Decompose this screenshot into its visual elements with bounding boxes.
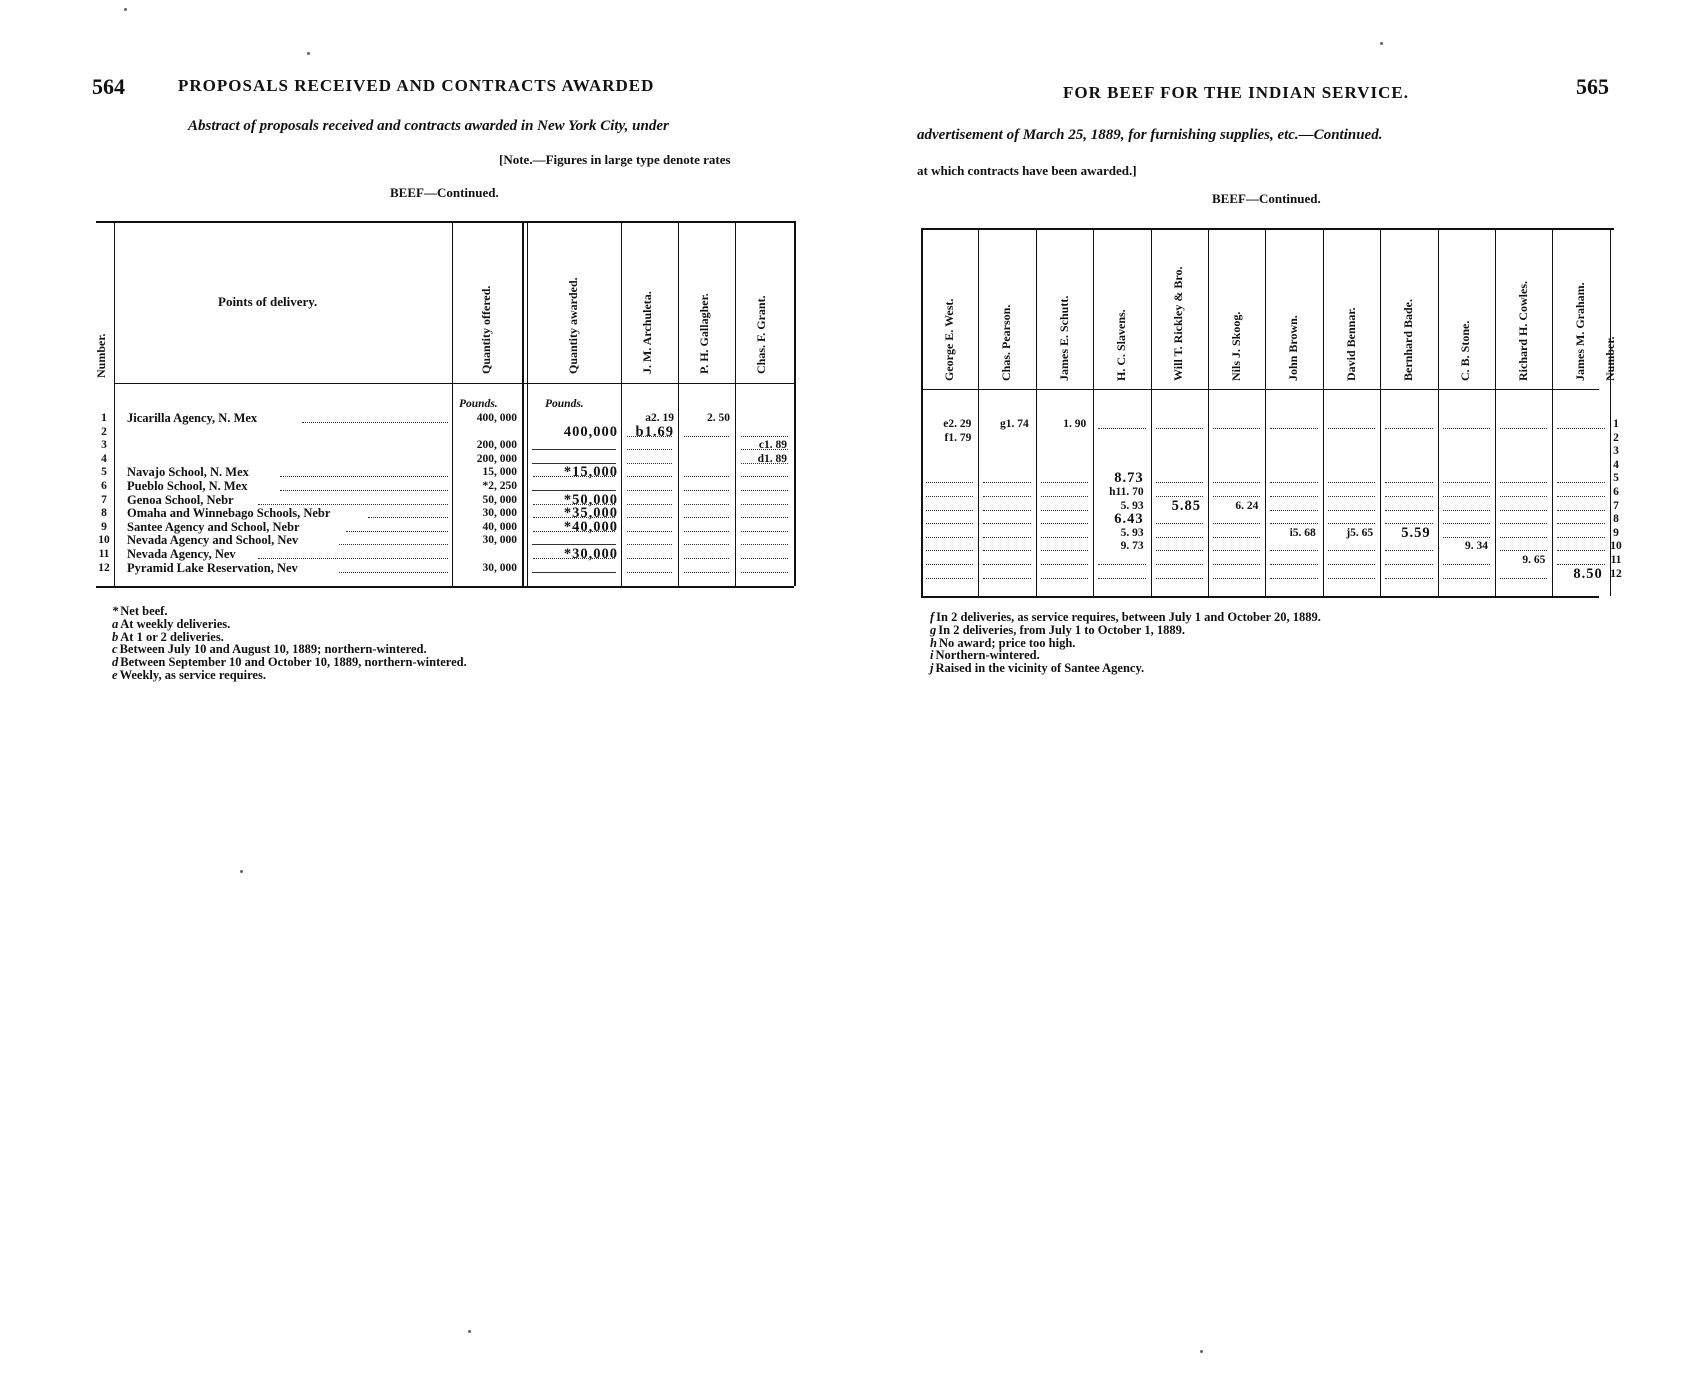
header-bidder-archuleta: J. M. Archuleta. (640, 291, 654, 374)
header-quantity-awarded: Quantity awarded. (566, 277, 580, 374)
leader-dots (1213, 564, 1260, 565)
bid-archuleta-cell: a2. 19 (645, 412, 674, 424)
leader-dots (1328, 564, 1375, 565)
delivery-point: Navajo School, N. Mex (127, 465, 249, 480)
leader-dots (627, 436, 672, 437)
row-number: 6 (1613, 486, 1619, 498)
bidder-header: Nils J. Skoog. (1228, 311, 1243, 381)
leader-dots (302, 422, 448, 423)
leader-dots (1270, 523, 1317, 524)
row-number: 4 (101, 452, 107, 465)
column-rule (1151, 228, 1152, 596)
bid-price-cell: 5. 93 (1120, 526, 1144, 539)
leader-dots (741, 531, 788, 532)
leader-dots (684, 504, 729, 505)
leader-dots (1443, 578, 1490, 579)
bidder-header: C. B. Stone. (1458, 320, 1473, 381)
bidder-header: David Bennar. (1343, 307, 1358, 381)
delivery-point: Jicarilla Agency, N. Mex (127, 411, 258, 425)
footnote-mark: j (930, 661, 934, 676)
header-number-right: Number. (1603, 336, 1617, 381)
leader-dots (1270, 510, 1317, 511)
leader-dots (627, 558, 672, 559)
leader-dots (1156, 578, 1203, 579)
leader-dots (1385, 428, 1432, 429)
footnote-mark: d (112, 655, 119, 670)
page-number-right: 565 (1576, 74, 1609, 99)
leader-dots (684, 517, 729, 518)
column-rule (1323, 228, 1324, 596)
footnote-text: Raised in the vicinity of Santee Agency. (935, 661, 1145, 676)
footnote-text: Weekly, as service requires. (119, 668, 266, 682)
leader-dots (983, 550, 1030, 551)
bid-price-cell: h11. 70 (1109, 486, 1144, 498)
bidder-header: Bernhard Bade. (1400, 298, 1415, 381)
leader-dots (1213, 537, 1260, 538)
leader-dots (1156, 537, 1203, 538)
leader-dots (741, 436, 788, 437)
bidder-header: John Brown. (1286, 315, 1301, 381)
bid-price-cell: 5.85 (1171, 497, 1201, 514)
leader-dots (741, 517, 788, 518)
leader-dots (1041, 578, 1088, 579)
leader-dots (926, 496, 973, 497)
leader-dots (339, 544, 448, 545)
leader-dots (741, 558, 788, 559)
table-caption-right: advertisement of March 25, 1889, for furnishing supplies, etc.—Continued. (917, 127, 1383, 143)
row-number: 11 (1610, 554, 1622, 566)
bidder-header: Richard H. Cowles. (1515, 281, 1530, 381)
column-rule (1380, 228, 1381, 596)
quantity-awarded-cell: *15,000 (563, 464, 618, 481)
leader-dots (533, 476, 615, 477)
leader-dots (983, 496, 1030, 497)
leader-dots (533, 531, 615, 532)
leader-dots (1385, 482, 1432, 483)
column-rule (1265, 228, 1266, 596)
quantity-awarded-cell: *35,000 (563, 505, 618, 522)
bid-price-cell: g1. 74 (1000, 418, 1029, 430)
footnote-text: At weekly deliveries. (120, 616, 231, 631)
row-number: 5 (1613, 472, 1619, 485)
leader-dots (1500, 510, 1547, 511)
leader-dots (627, 490, 672, 491)
bid-price-cell: 9. 73 (1120, 540, 1144, 553)
leader-dots (1557, 428, 1604, 429)
leader-dots (1328, 482, 1375, 483)
column-rule (1208, 228, 1209, 596)
column-rule (921, 228, 923, 596)
bid-price-cell: 6. 24 (1235, 499, 1259, 512)
leader-dots (1500, 496, 1547, 497)
leader-dots (1443, 428, 1490, 429)
bid-price-cell: 5. 93 (1120, 499, 1144, 512)
leader-dots (1443, 496, 1490, 497)
leader-dots (1557, 550, 1604, 551)
bidder-header: James M. Graham. (1573, 282, 1588, 381)
leader-dots (1557, 510, 1604, 511)
table-note-right: at which contracts have been awarded.] (917, 163, 1137, 178)
leader-dots (926, 550, 973, 551)
leader-dots (1156, 428, 1203, 429)
leader-dots (258, 558, 448, 559)
quantity-awarded-cell: *30,000 (563, 546, 618, 562)
leader-dots (1500, 578, 1547, 579)
footnote-mark: b (112, 629, 119, 644)
leader-dots (368, 517, 448, 518)
table-caption-left: Abstract of proposals received and contracts awarded in New York City, under (188, 118, 669, 134)
bid-price-cell: 8.50 (1573, 565, 1603, 582)
leader-dots (1098, 578, 1145, 579)
row-number: 7 (101, 493, 107, 506)
row-number: 10 (98, 534, 110, 547)
leader-dots (1557, 523, 1604, 524)
leader-dots (1328, 578, 1375, 579)
row-number: 12 (98, 561, 110, 574)
leader-dots (627, 531, 672, 532)
leader-dots (684, 544, 729, 545)
header-bidder-grant: Chas. F. Grant. (754, 295, 768, 374)
leader-dots (983, 482, 1030, 483)
page-number-left: 564 (92, 74, 125, 99)
leader-dots (1443, 537, 1490, 538)
running-head-left: PROPOSALS RECEIVED AND CONTRACTS AWARDED (178, 76, 655, 95)
leader-dots (627, 572, 672, 573)
row-number: 9 (101, 520, 107, 533)
leader-dots (1443, 482, 1490, 483)
leader-dots (684, 572, 729, 573)
leader-dots (627, 517, 672, 518)
footnote-mark: e (112, 668, 118, 682)
footnote-text: In 2 deliveries, from July 1 to October 1, 1889. (938, 622, 1185, 637)
footnote-mark: f (930, 610, 935, 624)
row-number: 10 (1610, 540, 1622, 553)
footnote-mark: g (930, 622, 937, 637)
quantity-offered-cell: *2, 250 (482, 480, 517, 492)
leader-dots (533, 558, 615, 559)
row-number: 7 (1613, 499, 1619, 512)
footnote-mark: a (112, 616, 119, 631)
delivery-point: Santee Agency and School, Nebr (127, 519, 300, 534)
leader-dots (926, 482, 973, 483)
leader-dots (280, 490, 448, 491)
bid-price-cell: e2. 29 (943, 418, 972, 430)
quantity-offered-cell: 30, 000 (482, 561, 517, 574)
footnote-text: Northern-wintered. (935, 648, 1040, 663)
leader-dots (1041, 564, 1088, 565)
leader-dots (684, 531, 729, 532)
leader-dots (1557, 496, 1604, 497)
leader-dots (627, 504, 672, 505)
leader-dots (1213, 428, 1260, 429)
leader-dots (627, 463, 672, 464)
leader-dots (1385, 496, 1432, 497)
leader-dots (1270, 564, 1317, 565)
leader-dots (1270, 482, 1317, 483)
leader-dots (532, 572, 616, 573)
leader-dots (1156, 523, 1203, 524)
footnote-text: No award; price too high. (938, 635, 1076, 650)
leader-dots (926, 578, 973, 579)
leader-dots (1500, 482, 1547, 483)
quantity-offered-cell: 15, 000 (482, 466, 517, 479)
bid-price-cell: i5. 68 (1289, 526, 1316, 539)
leader-dots (346, 531, 448, 532)
leader-dots (1213, 578, 1260, 579)
row-number: 6 (101, 480, 107, 492)
leader-dots (741, 504, 788, 505)
leader-dots (627, 449, 672, 450)
bid-price-cell: 9. 34 (1464, 540, 1488, 553)
bidder-header: H. C. Slavens. (1113, 309, 1128, 381)
header-bidder-gallagher: P. H. Gallagher. (697, 293, 711, 374)
row-number: 8 (1613, 513, 1619, 526)
bid-price-cell: 1. 90 (1063, 418, 1087, 430)
leader-dots (1213, 496, 1260, 497)
leader-dots (1500, 428, 1547, 429)
leader-dots (983, 510, 1030, 511)
footnote-text: Net beef. (120, 604, 168, 618)
leader-dots (926, 537, 973, 538)
bidder-header: George E. West. (941, 298, 956, 381)
bid-gallagher-cell: 2. 50 (707, 412, 730, 424)
leader-dots (983, 537, 1030, 538)
delivery-point: Omaha and Winnebago Schools, Nebr (127, 506, 331, 521)
row-number: 2 (1613, 431, 1619, 444)
table-note-left: [Note.—Figures in large type denote rates (499, 152, 731, 167)
bidder-header: Will T. Rickley & Bro. (1171, 266, 1186, 381)
bid-price-cell: 9. 65 (1522, 554, 1546, 566)
leader-dots (741, 449, 788, 450)
leader-dots (627, 476, 672, 477)
bid-price-cell: 8.73 (1114, 470, 1144, 487)
leader-dots (1328, 510, 1375, 511)
bid-grant-cell: c1. 89 (758, 439, 787, 452)
section-title-left: BEEF—Continued. (390, 185, 499, 200)
leader-dots (926, 564, 973, 565)
quantity-awarded-cell: *50,000 (563, 491, 618, 508)
leader-dots (684, 476, 729, 477)
leader-dots (741, 572, 788, 573)
quantity-awarded-cell: *40,000 (563, 518, 618, 535)
quantity-offered-cell: 50, 000 (482, 493, 517, 506)
quantity-offered-cell: 30, 000 (482, 534, 517, 547)
delivery-point: Pyramid Lake Reservation, Nev (127, 560, 298, 575)
leader-dots (983, 523, 1030, 524)
leader-dots (926, 510, 973, 511)
column-rule (978, 228, 979, 596)
leader-dots (1156, 482, 1203, 483)
header-points-of-delivery: Points of delivery. (218, 294, 318, 309)
leader-dots (280, 476, 448, 477)
footnote (930, 661, 1144, 676)
leader-dots (684, 490, 729, 491)
column-rule (1036, 228, 1037, 596)
leader-dots (684, 558, 729, 559)
unit-awarded: Pounds. (545, 398, 584, 410)
quantity-awarded-cell: 400,000 (563, 423, 618, 440)
bid-archuleta-cell: b1.69 (635, 423, 674, 440)
quantity-offered-cell: 30, 000 (482, 507, 517, 520)
row-number: 12 (1610, 567, 1622, 580)
unit-offered: Pounds. (459, 398, 498, 410)
leader-dots (1213, 550, 1260, 551)
bid-price-cell: j5. 65 (1346, 526, 1374, 539)
leader-dots (1385, 578, 1432, 579)
leader-dots (1385, 510, 1432, 511)
leader-dots (684, 436, 729, 437)
row-number: 2 (101, 425, 107, 438)
leader-dots (1500, 550, 1547, 551)
leader-dots (339, 572, 448, 573)
bid-price-cell: 6.43 (1114, 511, 1144, 528)
quantity-offered-cell: 40, 000 (482, 520, 517, 533)
leader-dots (1156, 564, 1203, 565)
row-number: 3 (1613, 445, 1619, 458)
leader-dots (1500, 523, 1547, 524)
row-number: 8 (101, 507, 107, 520)
leader-dots (1385, 564, 1432, 565)
footnote-text: Between September 10 and October 10, 1889, northern-wintered. (120, 655, 467, 670)
leader-dots (532, 449, 616, 450)
leader-dots (1270, 578, 1317, 579)
column-rule (1552, 228, 1553, 596)
leader-dots (1500, 537, 1547, 538)
leader-dots (741, 544, 788, 545)
delivery-point: Nevada Agency and School, Nev (127, 533, 299, 548)
leader-dots (1041, 496, 1088, 497)
row-number: 4 (1613, 458, 1619, 471)
leader-dots (1557, 537, 1604, 538)
leader-dots (1328, 550, 1375, 551)
leader-dots (1156, 550, 1203, 551)
leader-dots (983, 564, 1030, 565)
leader-dots (1328, 428, 1375, 429)
bid-price-cell: 5.59 (1401, 524, 1431, 541)
leader-dots (1270, 428, 1317, 429)
row-number: 3 (101, 439, 107, 452)
column-rule (1438, 228, 1439, 596)
leader-dots (741, 463, 788, 464)
leader-dots (1041, 510, 1088, 511)
leader-dots (741, 476, 788, 477)
column-rule (1093, 228, 1094, 596)
leader-dots (741, 490, 788, 491)
bidder-header: Chas. Pearson. (999, 304, 1014, 381)
leader-dots (1213, 482, 1260, 483)
leader-dots (1385, 550, 1432, 551)
leader-dots (1443, 523, 1490, 524)
quantity-offered-cell: 400, 000 (476, 412, 517, 424)
section-title-right: BEEF—Continued. (1212, 191, 1321, 206)
leader-dots (983, 578, 1030, 579)
header-number: Number. (94, 333, 108, 378)
footnote-mark: * (112, 604, 119, 618)
delivery-point: Nevada Agency, Nev (127, 547, 236, 561)
header-quantity-offered: Quantity offered. (479, 285, 493, 374)
footnote-text: Between July 10 and August 10, 1889; northern-wintered. (119, 642, 427, 657)
delivery-point: Pueblo School, N. Mex (127, 479, 248, 493)
leader-dots (1041, 523, 1088, 524)
running-head-right: FOR BEEF FOR THE INDIAN SERVICE. (1063, 83, 1409, 102)
row-number: 1 (1613, 418, 1619, 430)
leader-dots (1270, 496, 1317, 497)
quantity-offered-cell: 200, 000 (476, 439, 517, 452)
leader-dots (1443, 564, 1490, 565)
leader-dots (258, 504, 448, 505)
leader-dots (1328, 523, 1375, 524)
leader-dots (1041, 482, 1088, 483)
leader-dots (627, 544, 672, 545)
footnote-mark: i (930, 648, 934, 663)
footnote-text: In 2 deliveries, as service requires, between July 1 and October 20, 1889. (936, 610, 1321, 624)
delivery-point: Genoa School, Nebr (127, 492, 234, 507)
footnote-text: At 1 or 2 deliveries. (120, 629, 224, 644)
leader-dots (1557, 482, 1604, 483)
bidder-header: James E. Schutt. (1056, 295, 1071, 381)
bid-price-cell: f1. 79 (944, 431, 972, 444)
leader-dots (1443, 510, 1490, 511)
leader-dots (1213, 523, 1260, 524)
leader-dots (1270, 550, 1317, 551)
footnote-mark: h (930, 635, 937, 650)
footnote (112, 668, 266, 683)
leader-dots (1041, 550, 1088, 551)
row-number: 9 (1613, 526, 1619, 539)
row-number: 5 (101, 466, 107, 479)
leader-dots (1328, 496, 1375, 497)
quantity-offered-cell: 200, 000 (476, 452, 517, 465)
column-rule (1495, 228, 1496, 596)
bid-grant-cell: d1. 89 (757, 452, 787, 465)
leader-dots (926, 523, 973, 524)
leader-dots (1041, 537, 1088, 538)
row-number: 1 (101, 412, 107, 424)
row-number: 11 (98, 548, 110, 560)
footnote-mark: c (112, 642, 118, 657)
leader-dots (1098, 428, 1145, 429)
leader-dots (1098, 564, 1145, 565)
